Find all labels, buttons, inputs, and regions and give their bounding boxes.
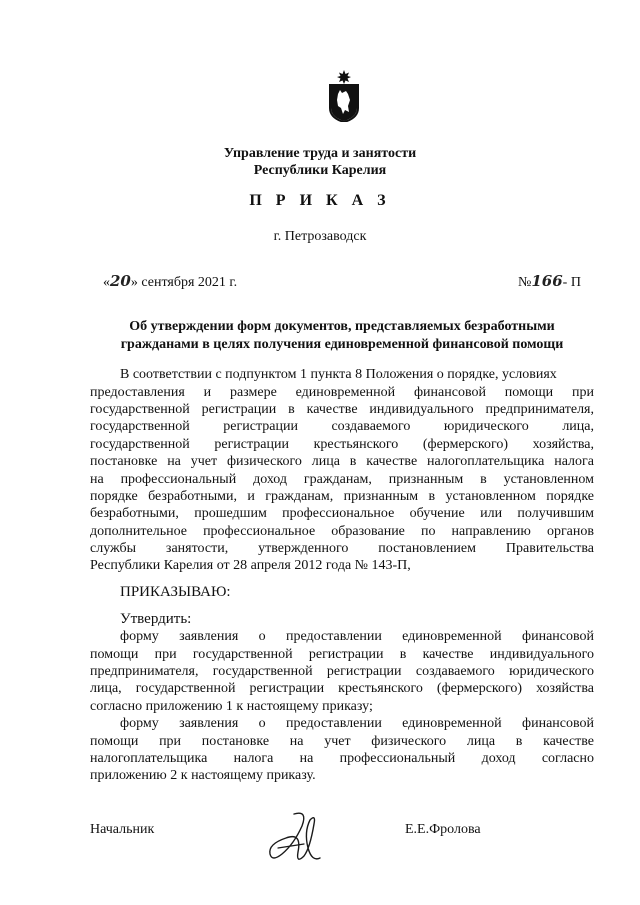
date-day-handwritten: 20 xyxy=(110,272,131,290)
item1-line: помощи при государственной регистрации в качестве индивидуального xyxy=(90,647,594,662)
signature-icon xyxy=(264,808,326,870)
item1-line: согласно приложению 1 к настоящему приказу; xyxy=(90,699,373,714)
preamble-line: порядке безработными, и гражданам, признанным в установленном порядке xyxy=(90,489,594,504)
date-open-quote: « xyxy=(103,275,110,290)
preamble-line: В соответствии с подпунктом 1 пункта 8 Положения о порядке, условиях xyxy=(120,367,557,382)
item2-line: помощи при постановке на учет физического лица в качестве xyxy=(90,734,594,749)
subject-line1: Об утверждении форм документов, представляемых безработными xyxy=(129,319,555,334)
preamble-line: государственной регистрации в качестве индивидуального предпринимателя, xyxy=(90,402,594,417)
preamble-line: безработными, прошедшим профессиональное обучение или получившим xyxy=(90,506,594,521)
subject-line2: гражданами в целях получения единовременной финансовой помощи xyxy=(120,337,564,352)
date-rest: сентября 2021 г. xyxy=(137,275,238,290)
preamble-line: дополнительное профессиональное образование по направлению органов xyxy=(90,524,594,539)
org-name-line2: Республики Карелия xyxy=(253,163,387,178)
preamble-line: государственной регистрации создаваемого юридического лица, xyxy=(90,419,594,434)
preamble-line: Республики Карелия от 28 апреля 2012 года № 143-П, xyxy=(90,558,411,573)
document-city: г. Петрозаводск xyxy=(273,229,367,244)
date-close-quote: » xyxy=(130,275,138,290)
item1-line: форму заявления о предоставлении единовременной финансовой xyxy=(120,629,594,644)
coat-of-arms-icon xyxy=(328,70,360,122)
signatory-position: Начальник xyxy=(90,822,155,837)
item1-line: предпринимателя, государственной регистрации создаваемого юридического xyxy=(90,664,594,679)
org-name-line1: Управление труда и занятости xyxy=(223,146,417,161)
document-subject xyxy=(90,318,594,354)
number-prefix: № xyxy=(518,275,532,290)
signatory-name: Е.Е.Фролова xyxy=(405,822,481,837)
number-suffix: - П xyxy=(562,275,581,290)
preamble-line: предоставления и размере единовременной финансовой помощи при xyxy=(90,385,594,400)
item2-line: налогоплательщика налога на профессиональный доход согласно xyxy=(90,751,594,766)
preamble-line: государственной регистрации крестьянского (фермерского) хозяйства, xyxy=(90,437,594,452)
order-word: ПРИКАЗЫВАЮ: xyxy=(120,584,231,600)
item1-line: лица, государственной регистрации крестьянского (фермерского) хозяйства xyxy=(90,681,594,696)
preamble-line: службы занятости, утвержденного постановлением Правительства xyxy=(90,541,594,556)
item2-line: приложению 2 к настоящему приказу. xyxy=(90,768,316,783)
document-date xyxy=(103,272,237,291)
preamble-line: постановке на учет физического лица в качестве налогоплательщика налога xyxy=(90,454,594,469)
preamble-line: на профессиональный доход гражданам, признанным в установленном xyxy=(90,472,594,487)
approve-word: Утвердить: xyxy=(120,611,192,627)
document-number xyxy=(518,272,581,291)
document-title: П Р И К А З xyxy=(249,192,391,209)
number-value-handwritten: 166 xyxy=(531,272,563,290)
item2-line: форму заявления о предоставлении единовременной финансовой xyxy=(120,716,594,731)
